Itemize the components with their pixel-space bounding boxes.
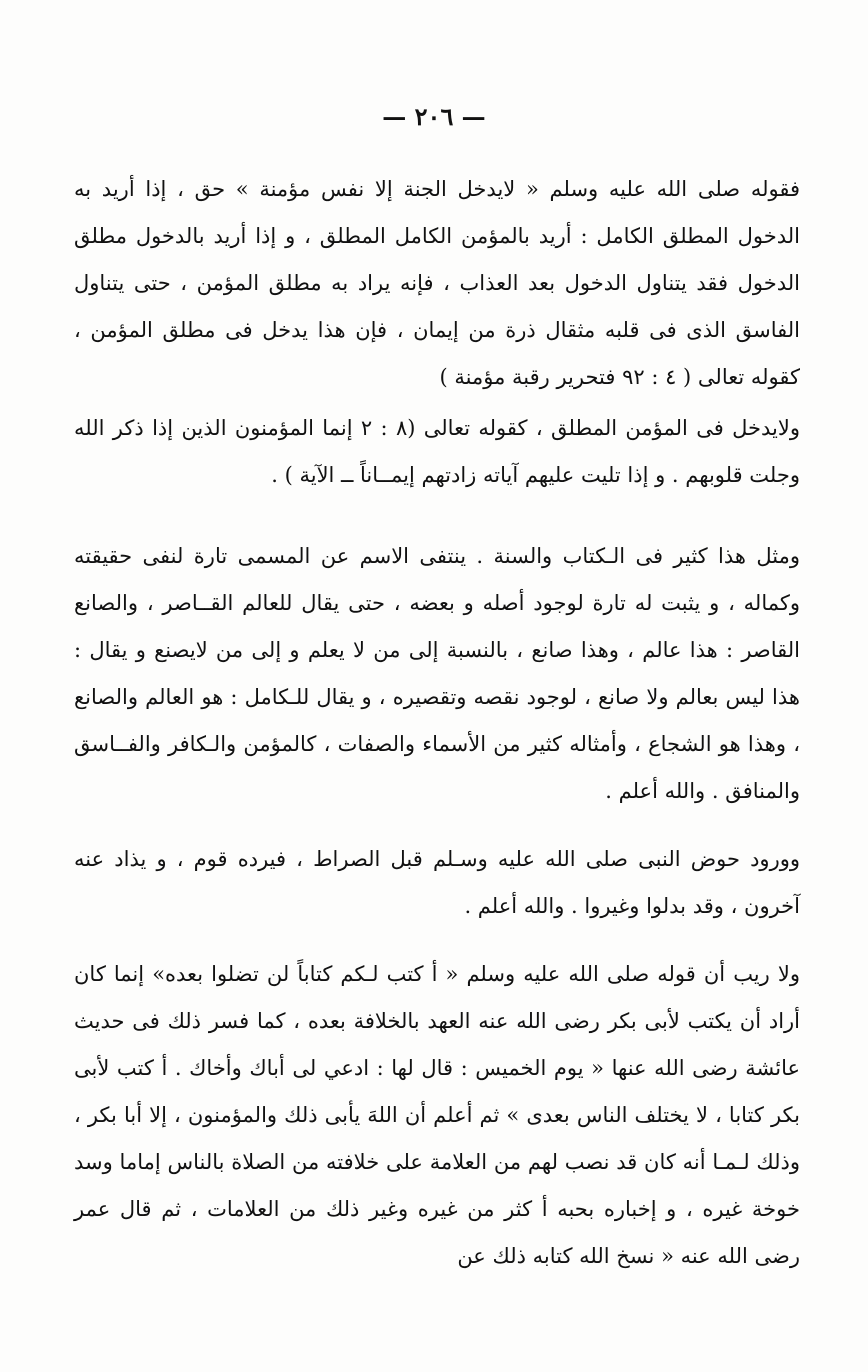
paragraph-4 xyxy=(74,836,800,930)
paragraph-3 xyxy=(74,533,800,815)
paragraph-5 xyxy=(74,951,800,1280)
paragraph-text: وورود حوض النبى صلى الله عليه وسـلم قبل الصراط ، فيرده قوم ، و يذاد عنه آخرون ، وقد بدلوا وغيروا . والله أعلم . xyxy=(74,847,800,918)
page-number: — ٢٠٦ — xyxy=(382,102,486,131)
paragraph-2 xyxy=(74,405,800,499)
paragraph-text: ولا ريب أن قوله صلى الله عليه وسلم « أ كتب لـكم كتاباً لن تضلوا بعده» إنما كان أراد أن يكتب لأبى بكر رضى الله عنه العهد بالخلافة بعده ، كما فسر ذلك فى حديث عائشة رضى الله عنها « يوم الخميس : قال لها : ادعي لى أباك وأخاك . أ كتب لأبى بكر كتابا ، لا يختلف الناس بعدى » ثم أعلم أن اللهَ يأبى ذلك والمؤمنون ، إلا أبا بكر ، وذلك لـمـا أنه كان قد نصب لهم من العلامة على خلافته من الصلاة بالناس إماما وسد خوخة غيره ، و إخباره بحبه أ كثر من غيره وغير ذلك من العلامات ، ثم قال عمر رضى الله عنه « نسخ الله كتابه ذلك عن xyxy=(74,962,800,1268)
paragraph-text: ومثل هذا كثير فى الـكتاب والسنة . ينتفى الاسم عن المسمى تارة لنفى حقيقته وكماله ، و يثبت له تارة لوجود أصله و بعضه ، حتى يقال للعالم القــاصر ، والصانع القاصر : هذا عالم ، وهذا صانع ، بالنسبة إلى من لا يعلم و إلى من لايصنع و يقال : هذا ليس بعالم ولا صانع ، لوجود نقصه وتقصيره ، و يقال للـكامل : هو العالم والصانع ، وهذا هو الشجاع ، وأمثاله كثير من الأسماء والصفات ، كالمؤمن والـكافر والفــاسق والمنافق . والله أعلم . xyxy=(74,544,800,803)
paragraph-text: فقوله صلى الله عليه وسلم « لايدخل الجنة إلا نفس مؤمنة » حق ، إذا أريد به الدخول المطلق الكامل : أريد بالمؤمن الكامل المطلق ، و إذا أريد بالدخول مطلق الدخول فقد يتناول الدخول بعد العذاب ، فإنه يراد به مطلق المؤمن ، حتى يتناول الفاسق الذى فى قلبه مثقال ذرة من إيمان ، فإن هذا يدخل فى مطلق المؤمن ، كقوله تعالى ( ٤ : ٩٢ فتحرير رقبة مؤمنة ) xyxy=(74,177,800,389)
paragraph-1 xyxy=(74,166,800,401)
paragraph-text: ولايدخل فى المؤمن المطلق ، كقوله تعالى (٨ : ٢ إنما المؤمنون الذين إذا ذكر الله وجلت قلوبهم . و إذا تليت عليهم آياته زادتهم إيمــاناً ــ الآية ) . xyxy=(74,416,800,487)
